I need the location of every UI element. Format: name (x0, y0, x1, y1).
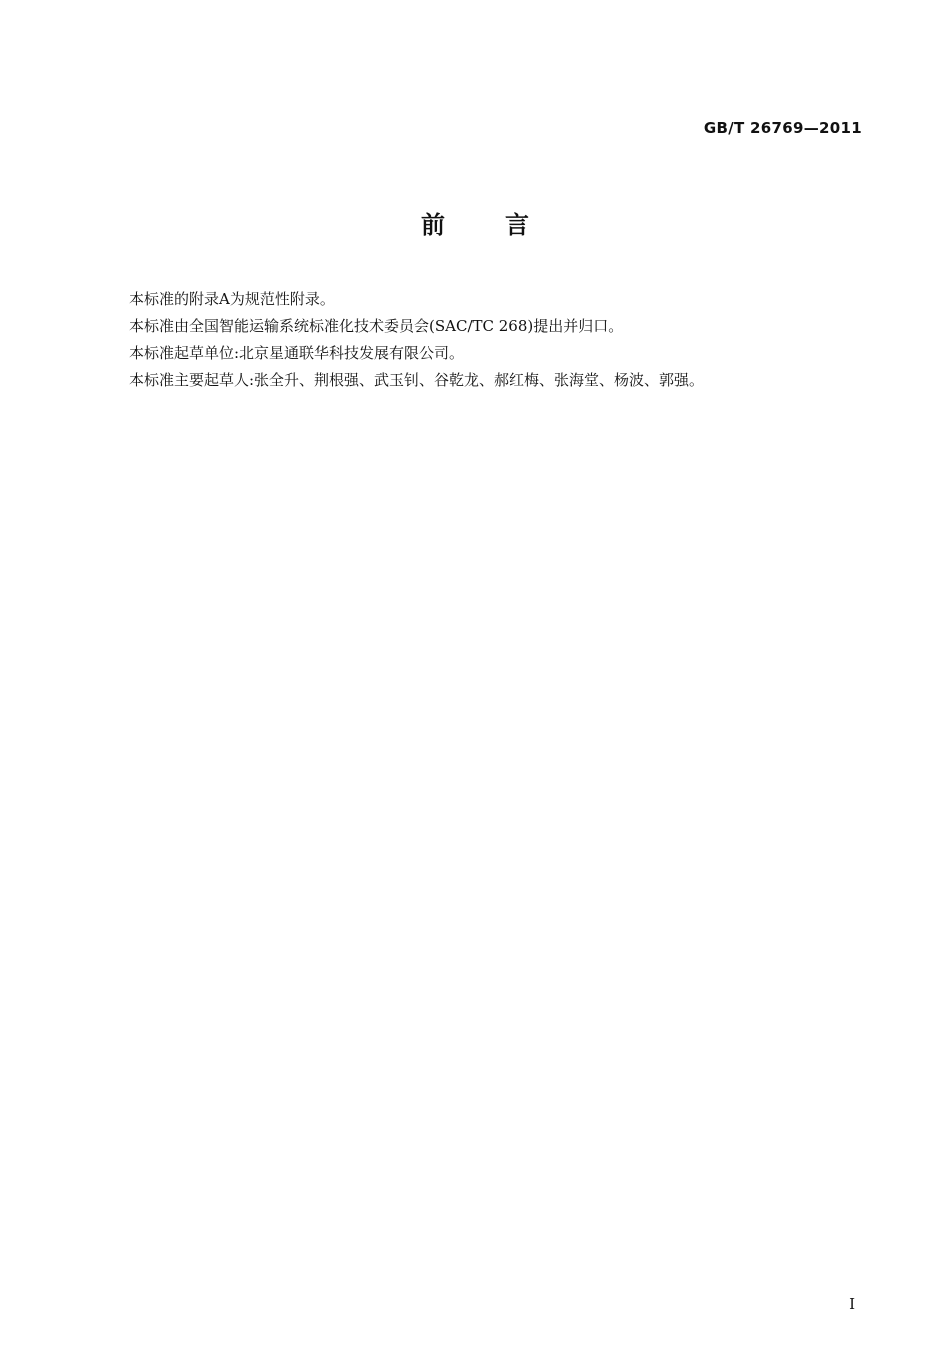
page-title: 前言 (421, 211, 589, 239)
paragraph-appendix: 本标准的附录A为规范性附录。 (129, 290, 335, 308)
paragraph-drafting-unit: 本标准起草单位:北京星通联华科技发展有限公司。 (129, 344, 465, 362)
document-body (129, 286, 869, 394)
paragraph-drafters: 本标准主要起草人:张全升、荆根强、武玉钊、谷乾龙、郝红梅、张海堂、杨波、郭强。 (129, 371, 705, 389)
page-number: I (849, 1295, 855, 1313)
paragraph-committee: 本标准由全国智能运输系统标准化技术委员会(SAC/TC 268)提出并归口。 (129, 317, 624, 335)
standard-number: GB/T 26769—2011 (703, 119, 862, 137)
